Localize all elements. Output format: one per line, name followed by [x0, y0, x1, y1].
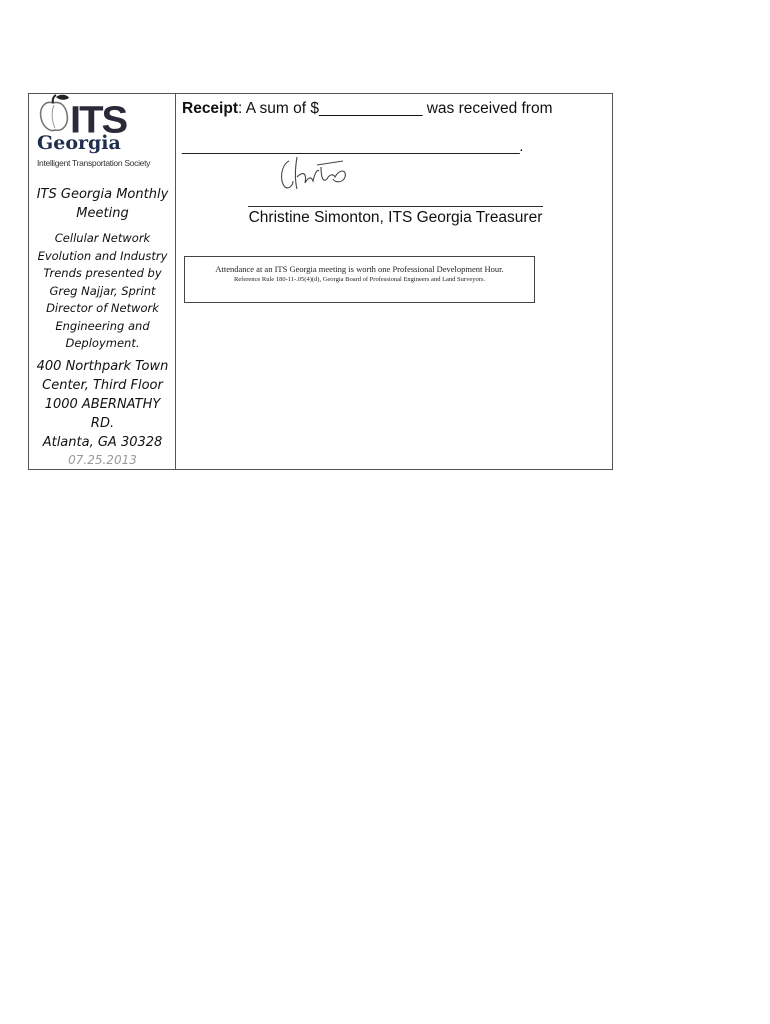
topic-line: Cellular Network: [54, 231, 151, 245]
meeting-address: [29, 357, 176, 452]
topic-line: Greg Najjar, Sprint: [49, 283, 156, 298]
treasurer-signature: [277, 155, 357, 195]
address-line: Center, Third Floor: [42, 378, 163, 393]
topic-line: Deployment.: [65, 336, 140, 350]
topic-line: Trends presented by: [43, 266, 162, 280]
signature-line: [248, 206, 543, 207]
meeting-date: 07.25.2013: [68, 453, 137, 467]
pdh-reference-line: Reference Rule 180-11-.05(4)(d), Georgia Board of Professional Engineers and Land Surveyors.: [233, 276, 486, 283]
pdh-notice-box: [184, 256, 535, 303]
address-line: 400 Northpark Town: [36, 359, 169, 374]
topic-line: Director of Network: [46, 301, 159, 315]
meeting-title: [29, 185, 176, 223]
address-line: Atlanta, GA 30328: [42, 435, 163, 450]
pdh-notice-line: Attendance at an ITS Georgia meeting is worth one Professional Development Hour.: [215, 264, 504, 274]
meeting-title-line: Meeting: [76, 206, 129, 221]
presentation-topic: [29, 230, 176, 353]
logo-subtitle: Intelligent Transportation Society: [37, 158, 151, 168]
receipt-text: : A sum of $____________ was received from: [238, 100, 553, 117]
signer-name: Christine Simonton, ITS Georgia Treasurer: [248, 209, 543, 226]
received-from-blank: ___________________________________________.: [182, 138, 523, 155]
logo-georgia-text: Georgia: [37, 132, 121, 154]
peach-icon: [37, 94, 71, 134]
topic-line: Engineering and: [55, 318, 150, 333]
receipt-label: Receipt: [182, 100, 238, 117]
address-line: 1000 ABERNATHY: [44, 397, 161, 412]
meeting-title-line: ITS Georgia Monthly: [36, 187, 169, 202]
logo-its-text: ITS: [70, 99, 127, 141]
topic-line: Evolution and Industry: [37, 248, 168, 263]
address-line: RD.: [90, 416, 115, 431]
receipt-card: [28, 93, 613, 470]
its-georgia-logo: [37, 94, 167, 172]
receipt-statement: [182, 100, 553, 118]
event-info-column: [29, 94, 176, 469]
